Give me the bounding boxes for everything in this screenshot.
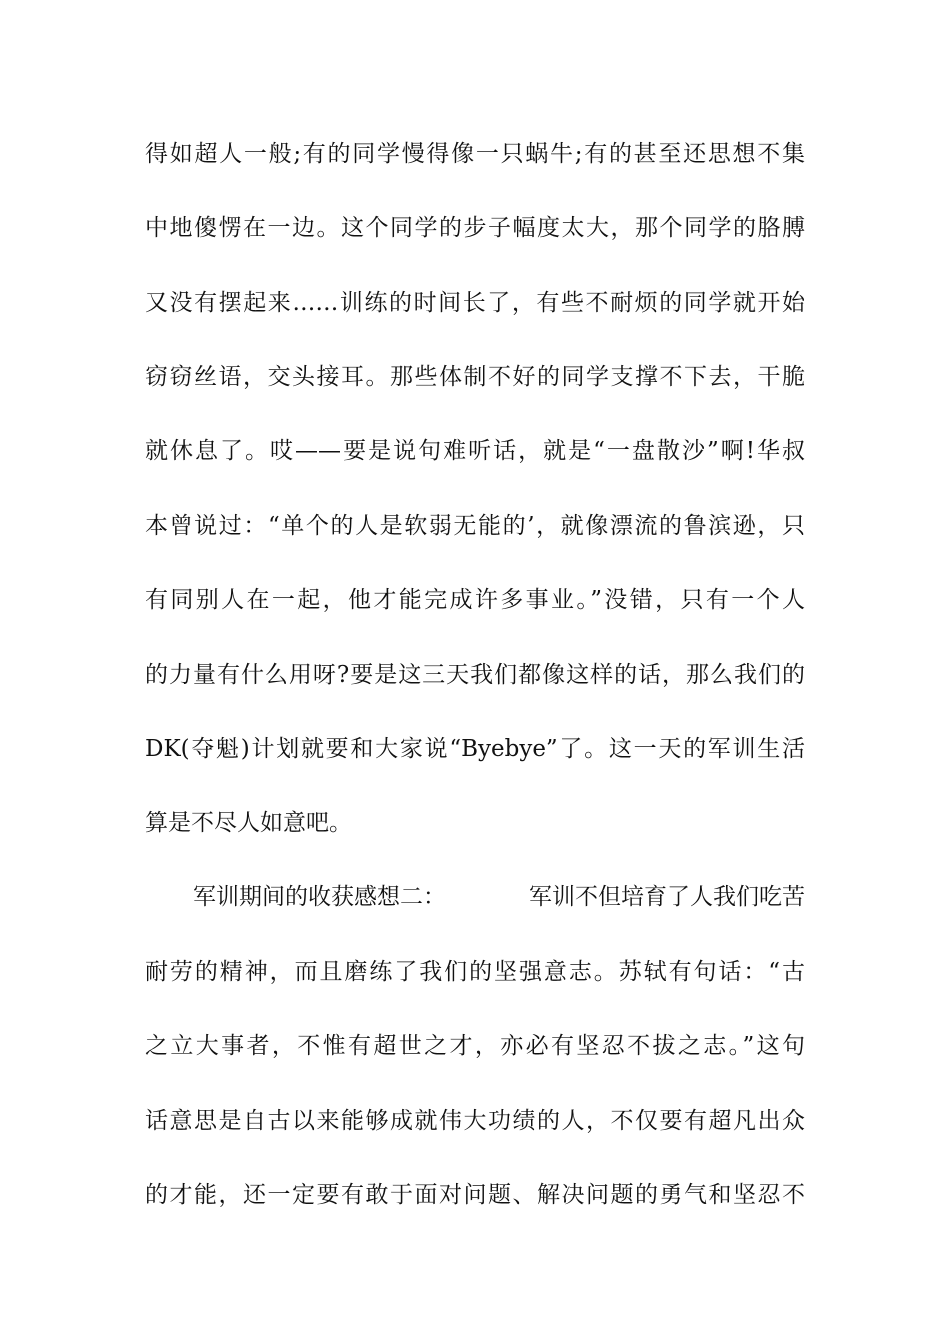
section-heading: 军训期间的收获感想二：: [193, 884, 446, 910]
paragraph-line: 中地傻愣在一边。这个同学的步子幅度太大，那个同学的胳膊: [145, 215, 805, 241]
paragraph-line: 窃窃丝语，交头接耳。那些体制不好的同学支撑不下去，干脆: [145, 364, 805, 390]
paragraph-line-last: 算是不尽人如意吧。: [145, 810, 352, 836]
section-line: 之立大事者，不惟有超世之才，亦必有坚忍不拔之志。”这句: [145, 1033, 805, 1059]
section-first-line: [193, 877, 805, 917]
section-line: 耐劳的精神，而且磨练了我们的坚强意志。苏轼有句话：“古: [145, 959, 805, 985]
paragraph-line: DK(夺魁)计划就要和大家说“Byebye”了。这一天的军训生活: [145, 736, 805, 762]
paragraph-line: 有同别人在一起，他才能完成许多事业。”没错，只有一个人: [145, 587, 805, 613]
paragraph-line: 得如超人一般;有的同学慢得像一只蜗牛;有的甚至还思想不集: [145, 141, 805, 167]
section-first-sentence: 军训不但培育了人我们吃苦: [529, 884, 805, 910]
paragraph-line: 本曾说过：“单个的人是软弱无能的’，就像漂流的鲁滨逊，只: [145, 513, 805, 539]
paragraph-line: 就休息了。哎——要是说句难听话，就是“一盘散沙”啊!华叔: [145, 438, 805, 464]
section-line: 话意思是自古以来能够成就伟大功绩的人，不仅要有超凡出众: [145, 1108, 805, 1134]
paragraph-line: 又没有摆起来……训练的时间长了，有些不耐烦的同学就开始: [145, 290, 805, 316]
section-line: 的才能，还一定要有敢于面对问题、解决问题的勇气和坚忍不: [145, 1182, 805, 1208]
paragraph-line: 的力量有什么用呀?要是这三天我们都像这样的话，那么我们的: [145, 662, 805, 688]
